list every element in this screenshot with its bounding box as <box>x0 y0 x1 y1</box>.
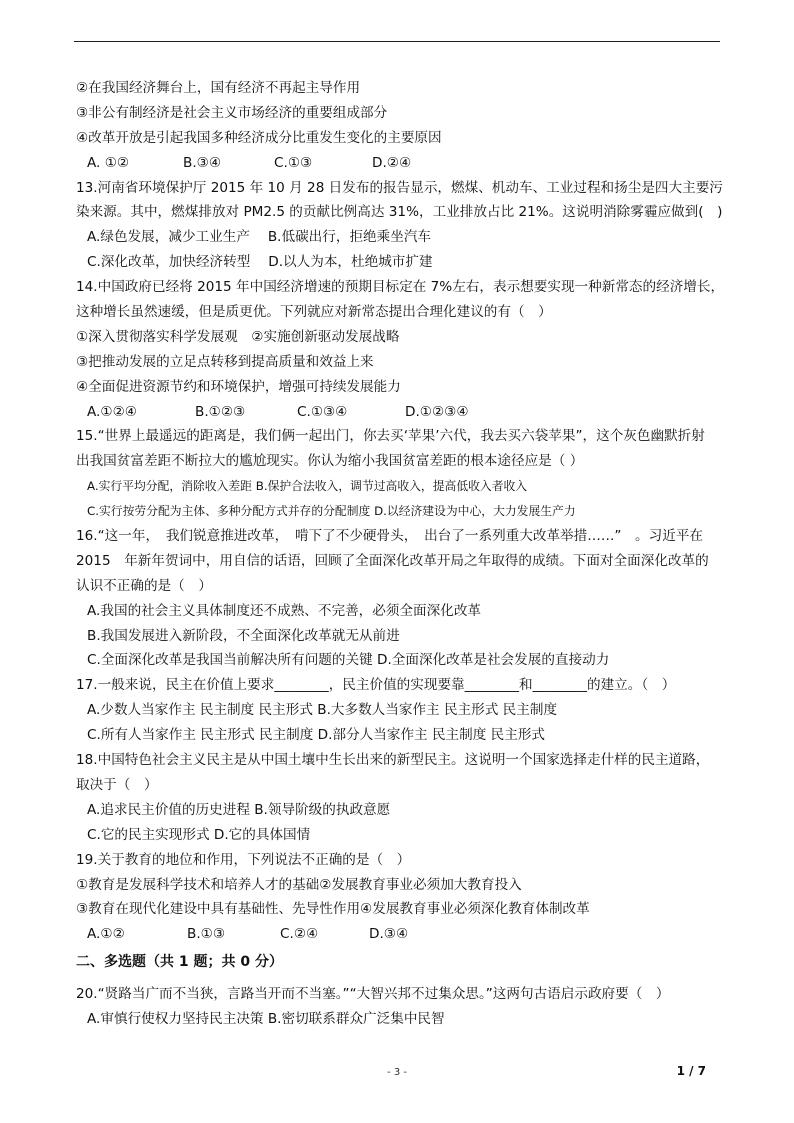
option-line: A.绿色发展，减少工业生产 B.低碳出行，拒绝乘坐汽车 <box>87 229 432 246</box>
text-line: 染来源。其中，燃煤排放对 PM2.5 的贡献比例高达 31%，工业排放占比 21%。这说明消除雾霾应做到( ) <box>76 204 723 221</box>
question-18: 18.中国特色社会主义民主是从中国土壤中生长出来的新型民主。这说明一个国家选择走什样的民主道路， <box>76 752 710 769</box>
question-13: 13.河南省环境保护厅 2015 年 10 月 28 日发布的报告显示，燃煤、机动车、工业过程和扬尘是四大主要污 <box>76 179 723 196</box>
question-19: 19.关于教育的地位和作用，下列说法不正确的是（ ） <box>76 851 411 868</box>
option-line: C.它的民主实现形式 D.它的具体国情 <box>87 826 311 843</box>
option-line: A.实行平均分配，消除收入差距 B.保护合法收入，调节过高收入，提高低收入者收入 <box>87 479 528 494</box>
option-line: A.我国的社会主义具体制度还不成熟、不完善，必须全面深化改革 <box>87 602 482 619</box>
text-line: ③非公有制经济是社会主义市场经济的重要组成部分 <box>76 104 388 121</box>
text-line: ①教育是发展科学技术和培养人才的基础②发展教育事业必须加大教育投入 <box>76 876 522 893</box>
text-line: ③教育在现代化建设中具有基础性、先导性作用④发展教育事业必须深化教育体制改革 <box>76 901 590 918</box>
page-number-center: - 3 - <box>387 1067 407 1078</box>
question-17: 17.一般来说，民主在价值上要求________，民主价值的实现要靠________和________的建立。（ ） <box>76 677 676 694</box>
option: C.②④ <box>280 926 319 943</box>
question-20: 20.“贤路当广而不当狭，言路当开而不当塞。”“大智兴邦不过集众思。”这两句古语启示政府要（ ） <box>76 986 670 1003</box>
header-rule <box>74 41 720 42</box>
option: D.②④ <box>372 154 412 171</box>
options-q14 <box>76 400 726 425</box>
text-line: 出我国贫富差距不断拉大的尴尬现实。你认为缩小我国贫富差距的根本途径应是（ ） <box>76 453 584 470</box>
option: B.③④ <box>183 154 222 171</box>
option: B.①②③ <box>195 403 246 420</box>
text-line: ④改革开放是引起我国多种经济成分比重发生变化的主要原因 <box>76 129 442 146</box>
page-count: 1 / 7 <box>676 1064 706 1078</box>
option: C.①③ <box>274 154 313 171</box>
option: C.①③④ <box>297 403 348 420</box>
options-q19 <box>76 922 726 947</box>
option-line: C.实行按劳分配为主体、多种分配方式并存的分配制度 D.以经济建设为中心，大力发展生产力 <box>87 504 576 519</box>
options-q12 <box>76 151 726 176</box>
question-16: 16.“这一年， 我们锐意推进改革， 啃下了不少硬骨头， 出台了一系列重大改革举措……” 。习近平在 <box>76 528 704 545</box>
text-line: 取决于（ ） <box>76 776 158 793</box>
option-line: A.审慎行使权力坚持民主决策 B.密切联系群众广泛集中民智 <box>87 1011 445 1028</box>
text-line: 2015 年新年贺词中，用自信的话语，回顾了全面深化改革开局之年取得的成绩。下面对全面深化改革的 <box>76 552 709 569</box>
option: A. ①② <box>87 154 130 171</box>
text-line: ③把推动发展的立足点转移到提高质量和效益上来 <box>76 353 374 370</box>
option: D.①②③④ <box>405 403 469 420</box>
question-14: 14.中国政府已经将 2015 年中国经济增速的预期目标定在 7%左右，表示想要实现一种新常态的经济增长， <box>76 279 725 296</box>
option-line: C.所有人当家作主 民主形式 民主制度 D.部分人当家作主 民主制度 民主形式 <box>87 727 546 744</box>
text-line: 这种增长虽然速缓，但是质更优。下列就应对新常态提出合理化建议的有（ ） <box>76 304 552 321</box>
option: B.①③ <box>187 926 226 943</box>
option-line: A.少数人当家作主 民主制度 民主形式 B.大多数人当家作主 民主形式 民主制度 <box>87 702 558 719</box>
text-line: ④全面促进资源节约和环境保护，增强可持续发展能力 <box>76 378 401 395</box>
text-line: 认识不正确的是（ ） <box>76 577 212 594</box>
question-15: 15.“世界上最遥远的距离是，我们俩一起出门，你去买‘苹果’六代，我去买六袋苹果”，这个灰色幽默折射 <box>76 428 705 445</box>
option-line: C.深化改革，加快经济转型 D.以人为本，杜绝城市扩建 <box>87 254 433 271</box>
option: D.③④ <box>369 926 409 943</box>
document-body <box>76 76 726 1032</box>
option-line: C.全面深化改革是我国当前解决所有问题的关键 D.全面深化改革是社会发展的直接动力 <box>87 652 610 669</box>
text-line: ①深入贯彻落实科学发展观 ②实施创新驱动发展战略 <box>76 328 400 345</box>
option-line: A.追求民主价值的历史进程 B.领导阶级的执政意愿 <box>87 801 391 818</box>
text-line: ②在我国经济舞台上，国有经济不再起主导作用 <box>76 80 361 96</box>
option-line: B.我国发展进入新阶段，不全面深化改革就无从前进 <box>87 627 400 644</box>
option: A.①② <box>87 926 125 943</box>
section-title: 二、多选题（共 1 题；共 0 分） <box>76 954 283 971</box>
option: A.①②④ <box>87 403 137 420</box>
